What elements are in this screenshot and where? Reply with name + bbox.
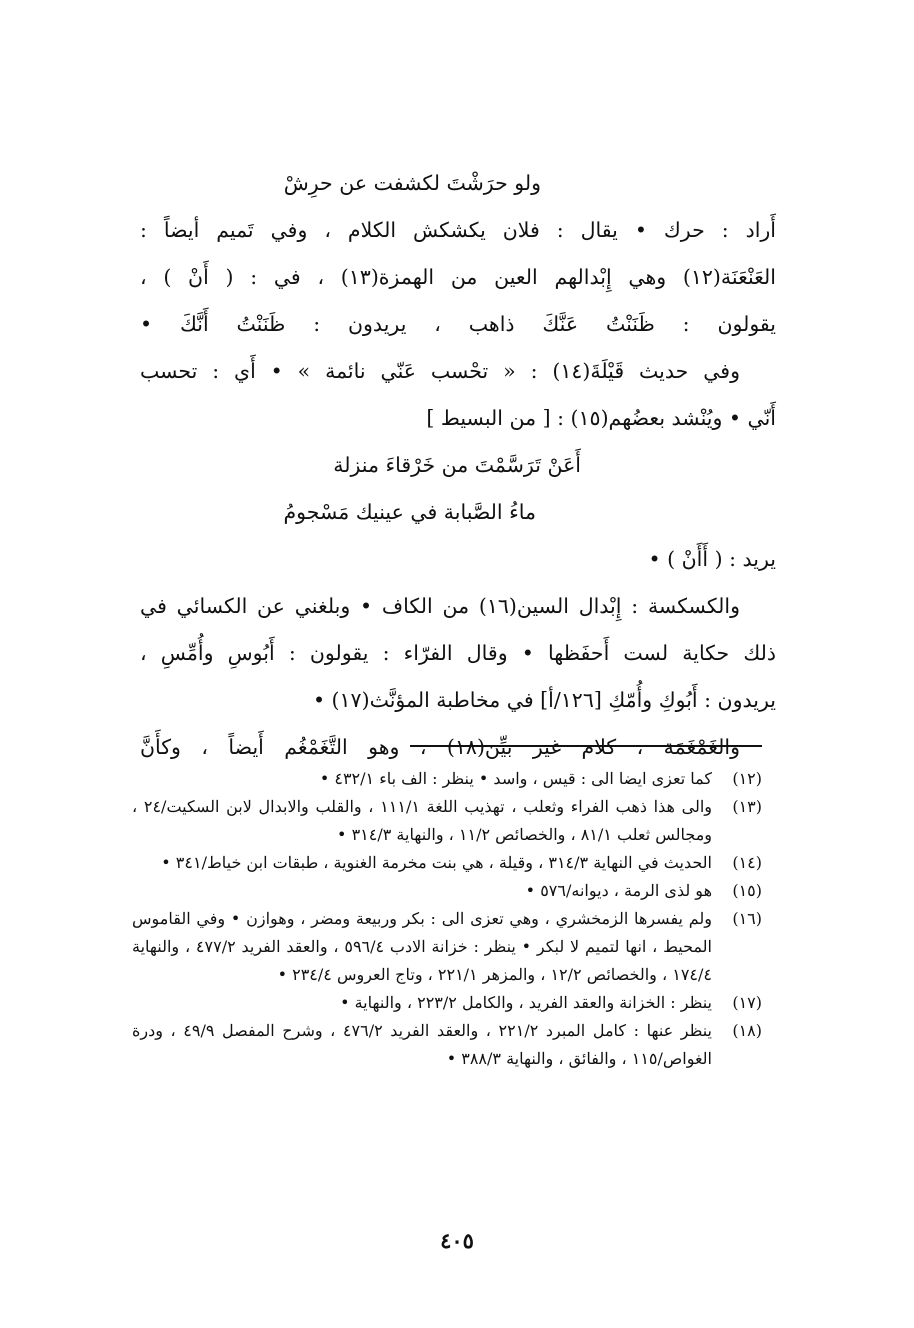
footnote-number: (١٨) <box>732 1021 762 1040</box>
footnote-text: كما تعزى ايضا الى : قيس ، واسد • ينظر : الف باء ٤٣٢/١ • <box>319 769 712 788</box>
footnote-text: ولم يفسرها الزمخشري ، وهي تعزى الى : بكر وربيعة ومضر ، وهوازن • وفي القاموس المحيط ، انها لتميم لا لبكر • ينظر : خزانة الادب ٥٩٦/٤ ، والعقد الفريد ٤٧٧/٢ ، والنهاية ١٧٤/٤ ، والخصائص ١٢/٢ ، والمزهر ٢٢١/١ ، وتاج العروس ٢٣٤/٤ • <box>132 909 712 984</box>
text-line: أَراد : حرك • يقال : فلان يكشكش الكلام ، وفي تَميم أيضاً : <box>140 218 776 242</box>
footnote <box>132 1017 762 1073</box>
footnote-text: ينظر عنها : كامل المبرد ٢٢١/٢ ، والعقد الفريد ٤٧٦/٢ ، وشرح المفصل ٤٩/٩ ، ودرة الغواص/١١٥ ، والفائق ، والنهاية ٣٨٨/٣ • <box>132 1021 713 1068</box>
footnote <box>132 877 762 905</box>
poem-verse-first-hemistich: أَعَنْ تَرَسَّمْتَ من خَرْقاءَ منزلة <box>333 453 581 477</box>
poem-verse-second-hemistich: ماءُ الصَّبابة في عينيك مَسْجومُ <box>283 500 536 524</box>
footnote-text: هو لذى الرمة ، ديوانه/٥٧٦ • <box>525 881 712 900</box>
text-line: ذلك حكاية لست أَحفَظها • وقال الفرّاء : يقولون : أَبُوسِ وأُمِّسِ ، <box>140 641 776 665</box>
footnote-text: ينظر : الخزانة والعقد الفريد ، والكامل ٢٢٣/٢ ، والنهاية • <box>340 993 712 1012</box>
page-number: ٤٠٥ <box>440 1228 474 1253</box>
footnote-text: والى هذا ذهب الفراء وثعلب ، تهذيب اللغة ١١١/١ ، والقلب والابدال لابن السكيت/٢٤ ، ومجالس ثعلب ٨١/١ ، والخصائص ١١/٢ ، والنهاية ٣١٤/٣ • <box>132 797 713 844</box>
footnote <box>132 765 762 793</box>
footnote-text: الحديث في النهاية ٣١٤/٣ ، وقيلة ، هي بنت مخرمة الغنوية ، طبقات ابن خياط/٣٤١ • <box>161 853 712 872</box>
footnote-number: (١٧) <box>732 993 762 1012</box>
text-line: أَنّي • ويُنْشد بعضُهم(١٥) : [ من البسيط ] <box>426 406 776 430</box>
footnote-number: (١٢) <box>732 769 762 788</box>
text-line: يريد : ( أَأَنْ ) • <box>648 547 776 571</box>
footnote <box>132 793 762 849</box>
text-line: يقولون : ظَنَنْتُ عَنَّكَ ذاهب ، يريدون : ظَنَنْتُ أَنَّكَ • <box>140 312 776 336</box>
text-line: وفي حديث قَيْلَةَ(١٤) : « تحْسب عَنّي نائمة » • أَي : تحسب <box>140 359 740 383</box>
footnote-number: (١٣) <box>732 797 762 816</box>
text-line: العَنْعَنَة(١٢) وهي إِبْدالهم العين من الهمزة(١٣) ، في : ( أَنْ ) ، <box>140 265 776 289</box>
text-line: يريدون : أَبُوكِ وأُمّكِ [١٢٦/أ] في مخاطبة المؤنَّث(١٧) • <box>312 688 776 712</box>
footnotes-section <box>132 765 762 1073</box>
footnote <box>132 905 762 989</box>
footnote-number: (١٥) <box>732 881 762 900</box>
footnote <box>132 989 762 1017</box>
footnote-separator <box>410 745 762 747</box>
text-line: والغَمْغَمَة ، كلام غير بيِّن(١٨) ، وهو التَّغَمْغُم أَيضاً ، وكأَنَّ <box>140 735 740 759</box>
footnote-number: (١٤) <box>732 853 762 872</box>
footnote <box>132 849 762 877</box>
footnote-number: (١٦) <box>732 909 762 928</box>
main-text-body <box>140 160 776 771</box>
opening-verse-line: ولو حرَشْتَ لكشفت عن حرِشْ <box>283 171 541 195</box>
text-line: والكسكسة : إِبْدال السين(١٦) من الكاف • وبلغني عن الكسائي في <box>140 594 740 618</box>
